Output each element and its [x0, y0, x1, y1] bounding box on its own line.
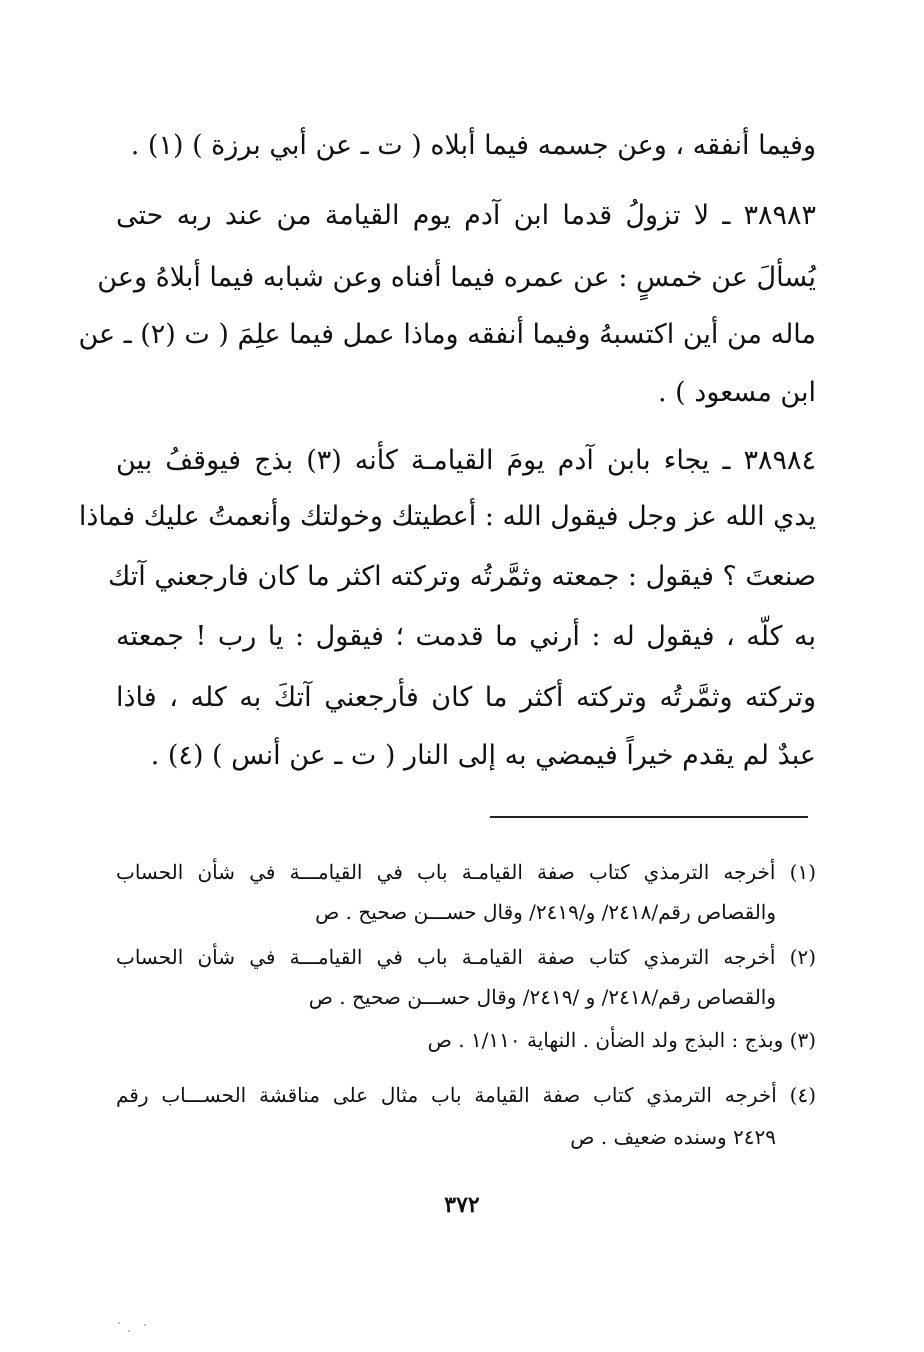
text-line: ٣٨٩٨٣ ـ لا تزولُ قدما ابن آدم يوم القيامة من عند ربه حتى: [116, 200, 816, 231]
footnote-line: (١) أخرجه الترمذي كتاب صفة القيامـة باب في القيامـــة في شأن الحساب: [116, 860, 816, 884]
footnote-line: (٤) أخرجه الترمذي كتاب صفة القيامة باب مثال على مناقشة الحســـاب رقم: [116, 1083, 816, 1107]
footnote-line: ٢٤٢٩ وسنده ضعيف . ص: [570, 1125, 776, 1149]
scan-speck: [118, 1322, 120, 1324]
text-line: به كلّه ، فيقول له : أرني ما قدمت ؛ فيقول : يا رب ! جمعته: [116, 621, 816, 652]
text-line: ماله من أين اكتسبهُ وفيما أنفقه وماذا عمل فيما علِمَ ( ت (٢) ـ عن: [78, 319, 816, 350]
text-line: يدي الله عز وجل فيقول الله : أعطيتك وخولتك وأنعمتُ عليك فماذا: [78, 501, 816, 532]
text-line: يُسألَ عن خمسٍ : عن عمره فيما أفناه وعن شبابه فيما أبلاهُ وعن: [97, 262, 816, 293]
footnote-line: والقصاص رقم/٢٤١٨/ و/٢٤١٩/ وقال حســـن صحيح . ص: [315, 900, 776, 924]
text-line: عبدٌ لم يقدم خيراً فيمضي به إلى النار ( ت ـ عن أنس ) (٤) .: [150, 740, 816, 771]
footnote-line: (٢) أخرجه الترمذي كتاب صفة القيامـة باب في القيامـــة في شأن الحساب: [116, 945, 816, 969]
text-line: ابن مسعود ) .: [658, 377, 816, 408]
footnote-line: والقصاص رقم/٢٤١٨/ و /٢٤١٩/ وقال حســـن صحيح . ص: [308, 985, 776, 1009]
footnote-separator: [490, 816, 808, 818]
scan-speck: [128, 1330, 130, 1332]
text-line: صنعتَ ؟ فيقول : جمعته وثمَّرتُه وتركته اكثر ما كان فارجعني آتك: [108, 561, 816, 592]
text-line: وفيما أنفقه ، وعن جسمه فيما أبلاه ( ت ـ عن أبي برزة ) (١) .: [130, 130, 816, 161]
scan-speck: [144, 1324, 146, 1326]
text-line: ٣٨٩٨٤ ـ يجاء بابن آدم يومَ القيامـة كأنه (٣) بذج فيوقفُ بين: [116, 445, 816, 476]
text-line: وتركته وثمَّرتُه وتركته أكثر ما كان فأرجعني آتكَ به كله ، فاذا: [116, 682, 816, 713]
footnote-line: (٣) وبذج : البذج ولد الضأن . النهاية ١/١١٠ . ص: [427, 1028, 816, 1052]
page-number: ٣٧٢: [444, 1192, 480, 1218]
